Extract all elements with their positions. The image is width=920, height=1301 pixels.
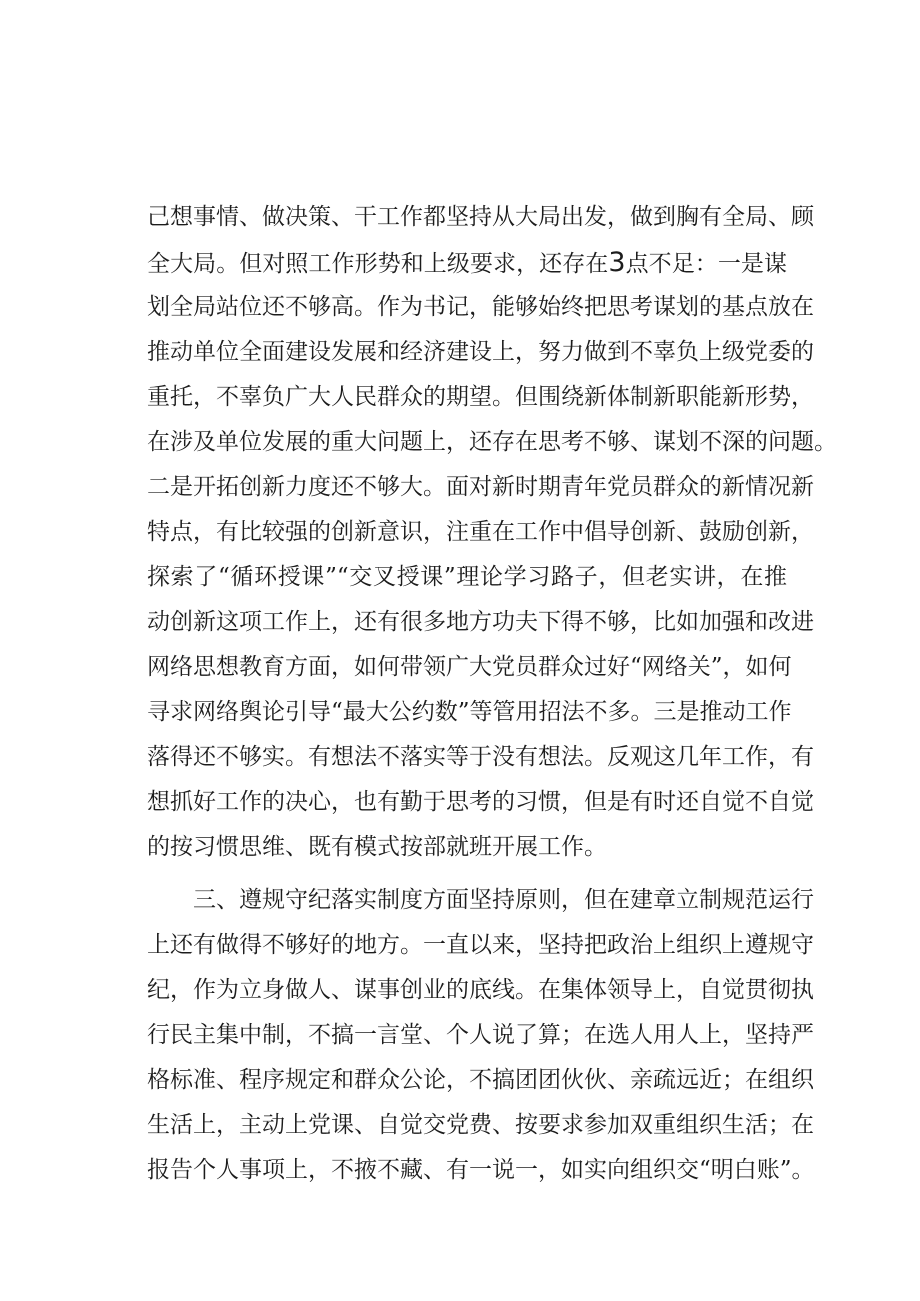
text-line: 落得还不够实。有想法不落实等于没有想法。反观这几年工作，有 bbox=[147, 744, 814, 770]
numeral: 3 bbox=[608, 247, 626, 278]
text-line: 上还有做得不够好的地方。一直以来，坚持把政治上组织上遵规守 bbox=[147, 932, 814, 958]
text-line: 生活上，主动上党课、自觉交党费、按要求参加双重组织生活；在 bbox=[147, 1112, 814, 1138]
text-line: 全大局。但对照工作形势和上级要求，还存在3点不足：一是谋 bbox=[147, 247, 788, 278]
text-line: 推动单位全面建设发展和经济建设上，努力做到不辜负上级党委的 bbox=[147, 339, 814, 365]
text-line: 三、遵规守纪落实制度方面坚持原则，但在建章立制规范运行 bbox=[147, 887, 814, 913]
paragraph-gap bbox=[147, 870, 787, 878]
text-line: 报告个人事项上，不掖不藏、有一说一，如实向组织交“明白账”。 bbox=[147, 1157, 815, 1183]
text-line: 重托，不辜负广大人民群众的期望。但围绕新体制新职能新形势， bbox=[147, 384, 814, 410]
text-line: 动创新这项工作上，还有很多地方功夫下得不够，比如加强和改进 bbox=[147, 609, 814, 635]
paragraph-self-review bbox=[147, 195, 837, 870]
text-line: 纪，作为立身做人、谋事创业的底线。在集体领导上，自觉贯彻执 bbox=[147, 977, 814, 1003]
text-line: 的按习惯思维、既有模式按部就班开展工作。 bbox=[147, 834, 607, 860]
document-body bbox=[147, 195, 837, 1193]
paragraph-section-three bbox=[147, 878, 815, 1193]
text-line: 特点，有比较强的创新意识，注重在工作中倡导创新、鼓励创新， bbox=[147, 519, 814, 545]
text-line: 二是开拓创新力度还不够大。面对新时期青年党员群众的新情况新 bbox=[147, 474, 814, 500]
text-line: 格标准、程序规定和群众公论，不搞团团伙伙、亲疏远近；在组织 bbox=[147, 1067, 814, 1093]
text-line: 网络思想教育方面，如何带领广大党员群众过好“网络关”，如何 bbox=[147, 654, 792, 680]
text-line: 探索了“循环授课”“交叉授课”理论学习路子，但老实讲，在推 bbox=[147, 564, 787, 590]
text-line: 寻求网络舆论引导“最大公约数”等管用招法不多。三是推动工作 bbox=[147, 699, 792, 725]
text-line: 划全局站位还不够高。作为书记，能够始终把思考谋划的基点放在 bbox=[147, 294, 814, 320]
text-line: 行民主集中制，不搞一言堂、个人说了算；在选人用人上，坚持严 bbox=[147, 1022, 814, 1048]
text-line: 己想事情、做决策、干工作都坚持从大局出发，做到胸有全局、顾 bbox=[147, 204, 814, 230]
text-line: 想抓好工作的决心，也有勤于思考的习惯，但是有时还自觉不自觉 bbox=[147, 789, 814, 815]
text-line: 在涉及单位发展的重大问题上，还存在思考不够、谋划不深的问题。 bbox=[147, 429, 837, 455]
